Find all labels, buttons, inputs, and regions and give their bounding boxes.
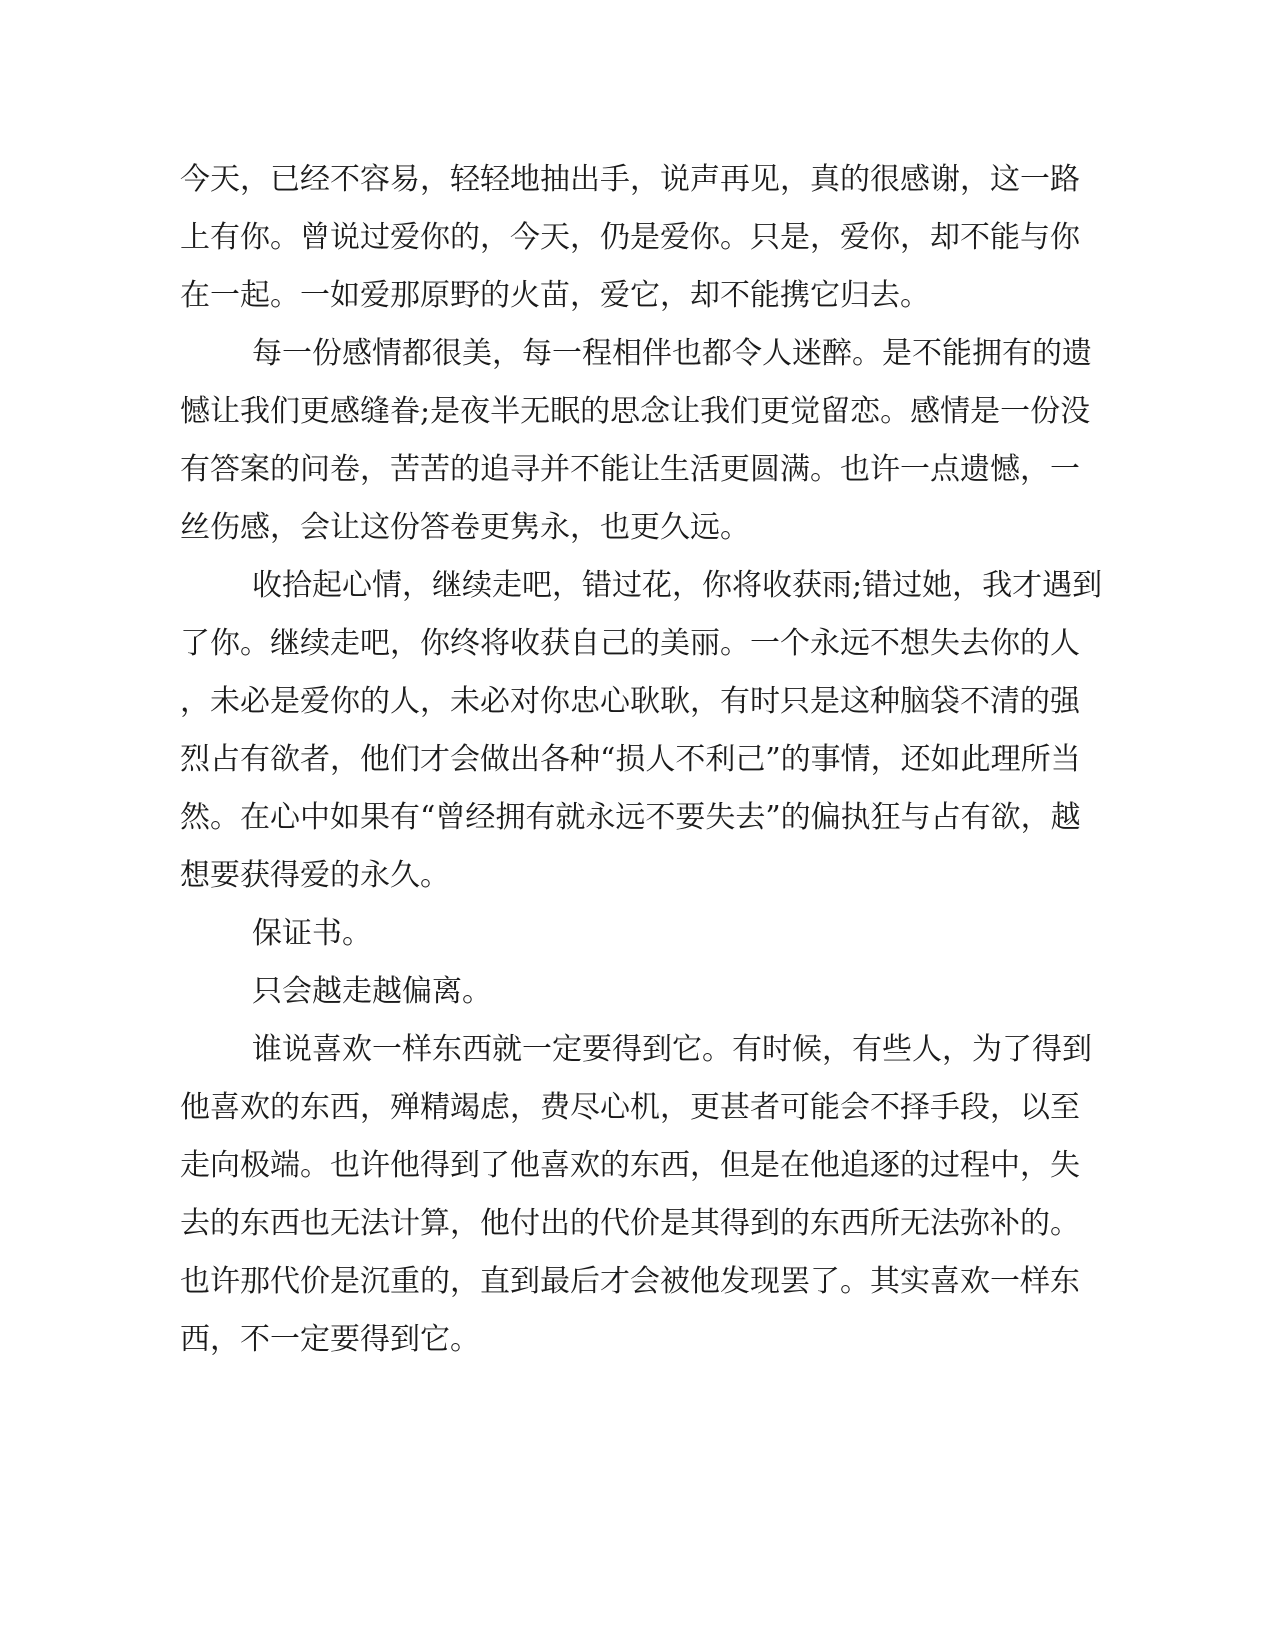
text-line: 每一份感情都很美，每一程相伴也都令人迷醉。是不能拥有的遗 <box>252 336 1092 371</box>
text-line: 上有你。曾说过爱你的，今天，仍是爱你。只是，爱你，却不能与你 <box>180 220 1080 255</box>
text-line: 想要获得爱的永久。 <box>180 858 450 893</box>
text-line: 保证书。 <box>252 916 372 951</box>
text-line: 烈占有欲者，他们才会做出各种“损人不利己”的事情，还如此理所当 <box>180 742 1081 777</box>
text-line: ，未必是爱你的人，未必对你忠心耿耿，有时只是这种脑袋不清的强 <box>180 684 1080 719</box>
text-line: 了你。继续走吧，你终将收获自己的美丽。一个永远不想失去你的人 <box>180 626 1080 661</box>
text-line: 也许那代价是沉重的，直到最后才会被他发现罢了。其实喜欢一样东 <box>180 1264 1080 1299</box>
text-line: 憾让我们更感缝眷;是夜半无眠的思念让我们更觉留恋。感情是一份没 <box>180 394 1091 429</box>
text-line: 西，不一定要得到它。 <box>180 1322 480 1357</box>
text-line: 只会越走越偏离。 <box>252 974 492 1009</box>
text-line: 谁说喜欢一样东西就一定要得到它。有时候，有些人，为了得到 <box>252 1032 1092 1067</box>
text-line: 丝伤感，会让这份答卷更隽永，也更久远。 <box>180 510 750 545</box>
text-line: 收拾起心情，继续走吧，错过花，你将收获雨;错过她，我才遇到 <box>252 568 1103 603</box>
text-line: 走向极端。也许他得到了他喜欢的东西，但是在他追逐的过程中，失 <box>180 1148 1080 1183</box>
text-line: 今天，已经不容易，轻轻地抽出手，说声再见，真的很感谢，这一路 <box>180 162 1080 197</box>
text-line: 然。在心中如果有“曾经拥有就永远不要失去”的偏执狂与占有欲，越 <box>180 800 1081 835</box>
text-line: 他喜欢的东西，殚精竭虑，费尽心机，更甚者可能会不择手段，以至 <box>180 1090 1080 1125</box>
text-line: 在一起。一如爱那原野的火苗，爱它，却不能携它归去。 <box>180 278 930 313</box>
text-line: 有答案的问卷，苦苦的追寻并不能让生活更圆满。也许一点遗憾，一 <box>180 452 1080 487</box>
text-line: 去的东西也无法计算，他付出的代价是其得到的东西所无法弥补的。 <box>180 1206 1080 1241</box>
